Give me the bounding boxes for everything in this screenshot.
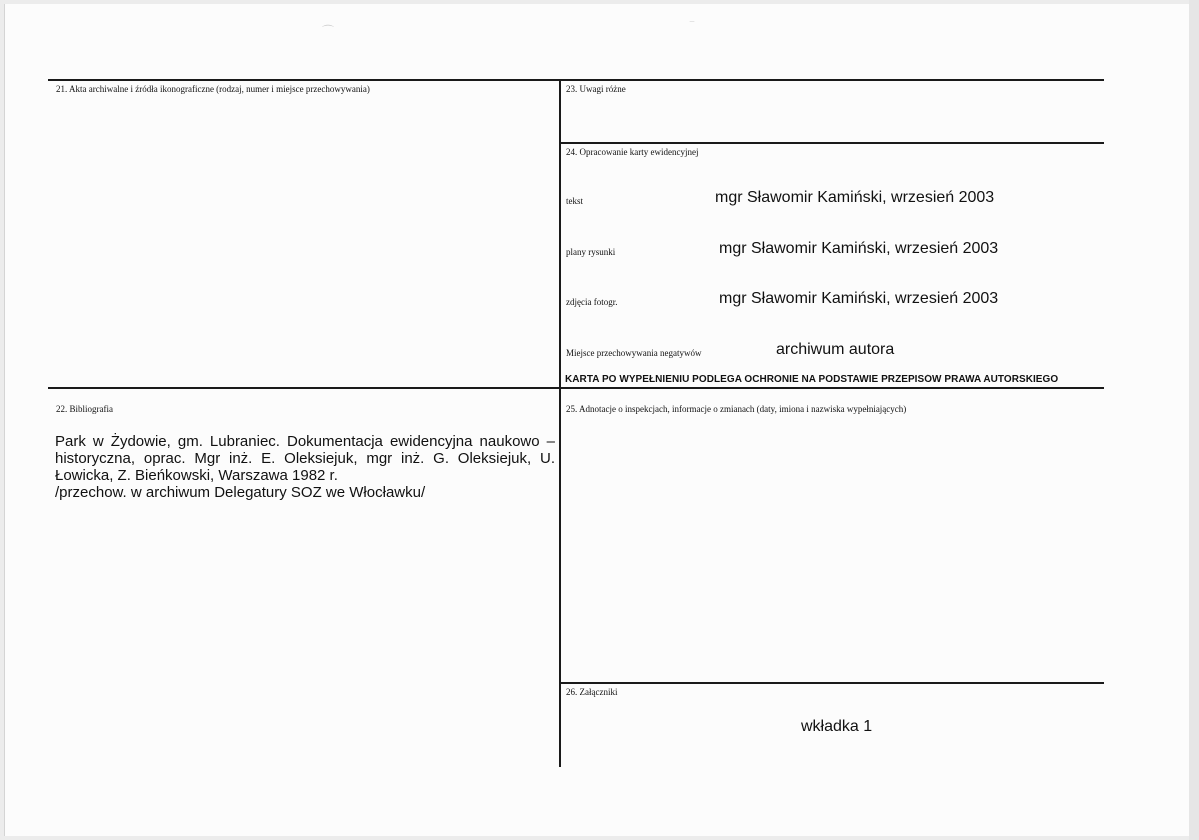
bibliography-note: /przechow. w archiwum Delegatury SOZ we Włocławku/ <box>55 484 426 501</box>
top-rule <box>48 79 1104 81</box>
author-row-label: plany rysunki <box>566 247 616 257</box>
form-sheet <box>4 4 1191 836</box>
column-divider <box>559 79 561 767</box>
copyright-notice: KARTA PO WYPEŁNIENIU PODLEGA OCHRONIE NA PODSTAWIE PRZEPISÓW PRAWA AUTORSKIEGO <box>565 374 1059 385</box>
middle-rule <box>48 387 1104 389</box>
bibliography-text: Park w Żydowie, gm. Lubraniec. Dokumentacja ewidencyjna naukowo – historyczna, oprac. Mgr inż. E. Oleksiejuk, mgr inż. G. Oleksiejuk, U. Łowicka, Z. Bieńkowski, Warszawa 1982 r. <box>55 433 555 484</box>
author-row-value: mgr Sławomir Kamiński, wrzesień 2003 <box>715 189 995 206</box>
author-row-value: mgr Sławomir Kamiński, wrzesień 2003 <box>719 240 999 257</box>
scan-artifact: ⌒ <box>322 24 335 38</box>
attachments-value: wkładka 1 <box>801 718 873 735</box>
negatives-value: archiwum autora <box>776 341 895 358</box>
bibliography-entry <box>55 433 555 501</box>
rule-23-24 <box>561 142 1104 144</box>
section-24-label: 24. Opracowanie karty ewidencyjnej <box>566 147 699 157</box>
scan-artifact: ‾ <box>690 20 694 34</box>
negatives-label: Miejsce przechowywania negatywów <box>566 348 702 358</box>
section-22-label: 22. Bibliografia <box>56 404 113 414</box>
page-edge <box>1189 0 1199 840</box>
rule-25-26 <box>561 682 1104 684</box>
author-row-label: tekst <box>566 196 583 206</box>
author-row-label: zdjęcia fotogr. <box>566 297 618 307</box>
section-21-label: 21. Akta archiwalne i źródła ikonograficzne (rodzaj, numer i miejsce przechowywania) <box>56 84 370 94</box>
author-row-value: mgr Sławomir Kamiński, wrzesień 2003 <box>719 290 999 307</box>
section-25-label: 25. Adnotacje o inspekcjach, informacje o zmianach (daty, imiona i nazwiska wypełniających) <box>566 404 907 414</box>
section-23-label: 23. Uwagi różne <box>566 84 626 94</box>
section-26-label: 26. Załączniki <box>566 687 618 697</box>
